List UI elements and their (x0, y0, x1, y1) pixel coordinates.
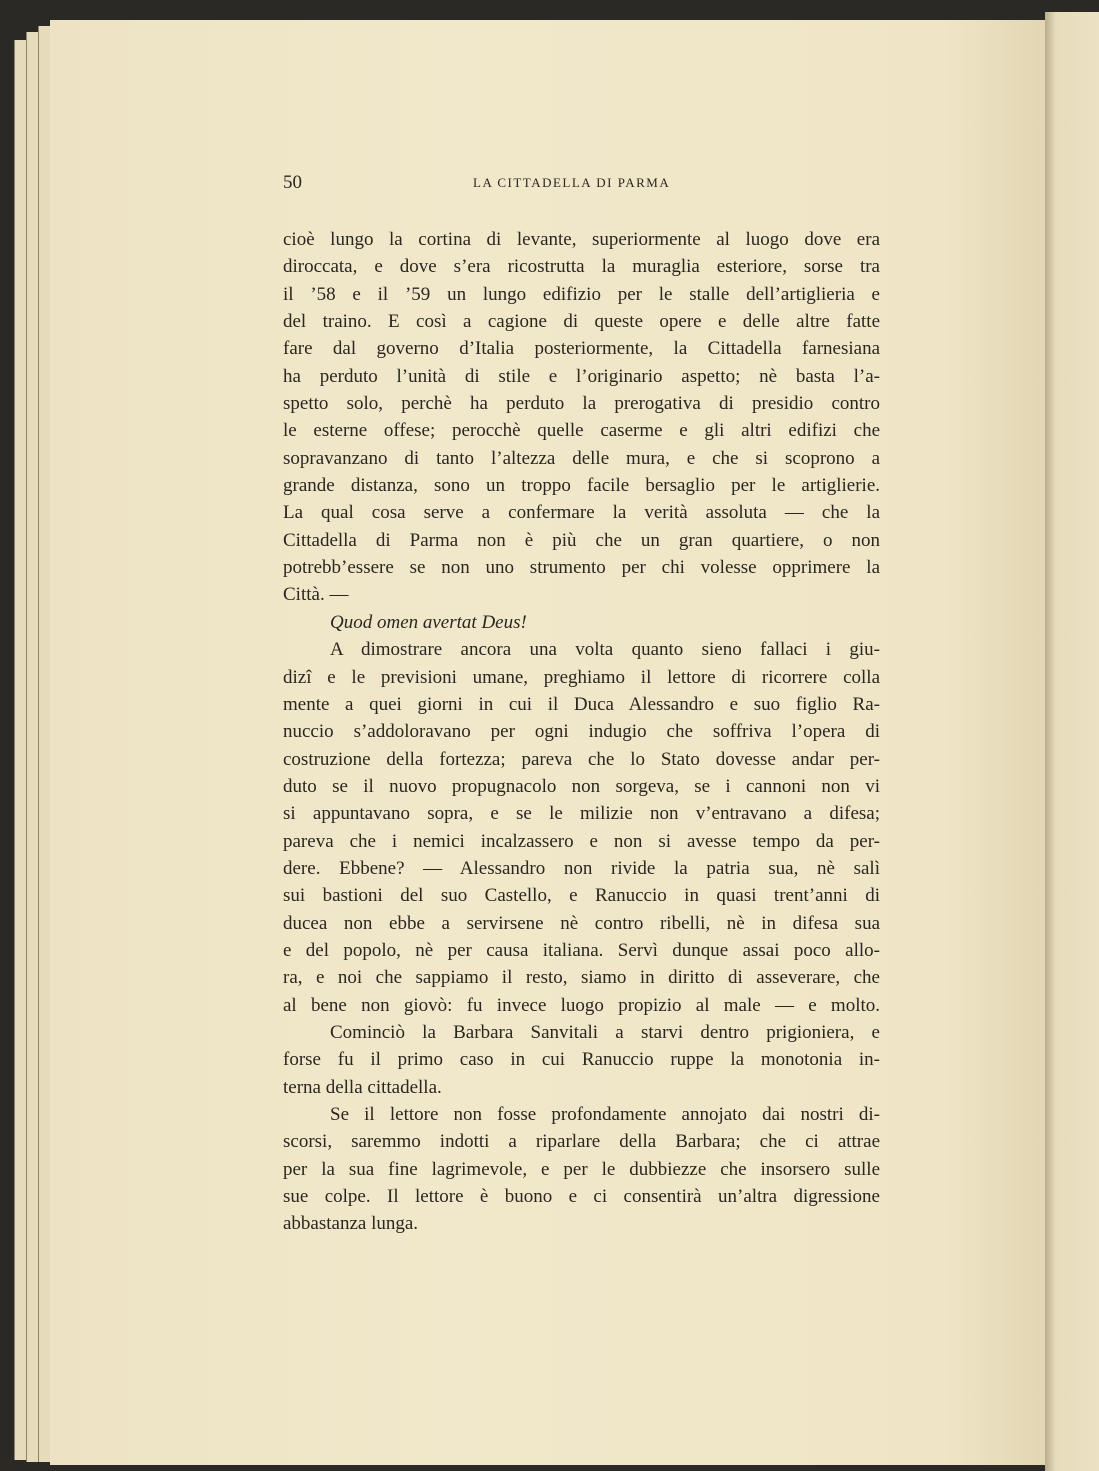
text-line: sui bastioni del suo Castello, e Ranuccio in quasi trent’anni di (283, 885, 880, 907)
text-line: del traino. E così a cagione di queste opere e delle altre fatte (283, 311, 880, 333)
page-header (283, 172, 880, 198)
text-line: le esterne offese; perocchè quelle caserme e gli altri edifizi che (283, 420, 880, 442)
text-line: spetto solo, perchè ha perduto la prerogativa di presidio contro (283, 393, 880, 415)
text-line: potrebb’essere se non uno strumento per chi volesse opprimere la (283, 557, 880, 579)
text-line: nuccio s’addoloravano per ogni indugio che soffriva l’opera di (283, 721, 880, 743)
text-line: sopravanzano di tanto l’altezza delle mura, e che si scoprono a (283, 447, 880, 469)
text-line: pareva che i nemici incalzassero e non si avesse tempo da per- (283, 830, 880, 852)
text-line: per la sua fine lagrimevole, e per le dubbiezze che insorsero sulle (283, 1158, 880, 1180)
text-line: abbastanza lunga. (283, 1213, 419, 1235)
text-line: terna della cittadella. (283, 1076, 442, 1098)
text-line: dizî e le previsioni umane, preghiamo il lettore di ricorrere colla (283, 666, 880, 688)
text-line: ha perduto l’unità di stile e l’originario aspetto; nè basta l’a- (283, 365, 880, 387)
text-line: cioè lungo la cortina di levante, superiormente al luogo dove era (283, 229, 880, 250)
text-line: forse fu il primo caso in cui Ranuccio ruppe la monotonia in- (283, 1049, 880, 1071)
text-line: ra, e noi che sappiamo il resto, siamo in diritto di asseverare, che (283, 967, 880, 989)
body-text (283, 226, 880, 1238)
facing-page-edge (1045, 12, 1099, 1471)
page-number: 50 (283, 172, 302, 193)
text-line: Quod omen avertat Deus! (330, 611, 527, 633)
text-line: il ’58 e il ’59 un lungo edifizio per le stalle dell’artiglieria e (283, 283, 880, 305)
text-line: ducea non ebbe a servirsene nè contro ribelli, nè in difesa sua (283, 912, 880, 934)
text-line: Città. — (283, 584, 349, 606)
text-line: grande distanza, sono un troppo facile bersaglio per le artiglierie. (283, 475, 880, 497)
text-line: dere. Ebbene? — Alessandro non rivide la patria sua, nè salì (283, 857, 880, 879)
running-title: LA CITTADELLA DI PARMA (473, 175, 671, 190)
text-line: fare dal governo d’Italia posteriormente, la Cittadella farnesiana (283, 338, 880, 360)
text-line: e del popolo, nè per causa italiana. Servì dunque assai poco allo- (283, 939, 880, 961)
text-line: costruzione della fortezza; pareva che lo Stato dovesse andar per- (283, 748, 880, 770)
text-line: sue colpe. Il lettore è buono e ci consentirà un’altra digressione (283, 1186, 880, 1208)
text-line: A dimostrare ancora una volta quanto sieno fallaci i giu- (330, 639, 880, 661)
text-line: diroccata, e dove s’era ricostrutta la muraglia esteriore, sorse tra (283, 256, 880, 278)
text-line: scorsi, saremmo indotti a riparlare della Barbara; che ci attrae (283, 1131, 880, 1153)
text-line: Cominciò la Barbara Sanvitali a starvi dentro prigioniera, e (330, 1021, 880, 1043)
text-line: Cittadella di Parma non è più che un gran quartiere, o non (283, 529, 880, 551)
text-line: Se il lettore non fosse profondamente annojato dai nostri di- (330, 1104, 880, 1125)
text-line: duto se il nuovo propugnacolo non sorgeva, se i cannoni non vi (283, 775, 880, 797)
text-line: La qual cosa serve a confermare la verità assoluta — che la (283, 502, 880, 524)
text-line: al bene non giovò: fu invece luogo propizio al male — e molto. (283, 994, 880, 1016)
text-line: mente a quei giorni in cui il Duca Alessandro e suo figlio Ra- (283, 693, 880, 715)
text-line: si appuntavano sopra, e se le milizie non v’entravano a difesa; (283, 803, 880, 825)
